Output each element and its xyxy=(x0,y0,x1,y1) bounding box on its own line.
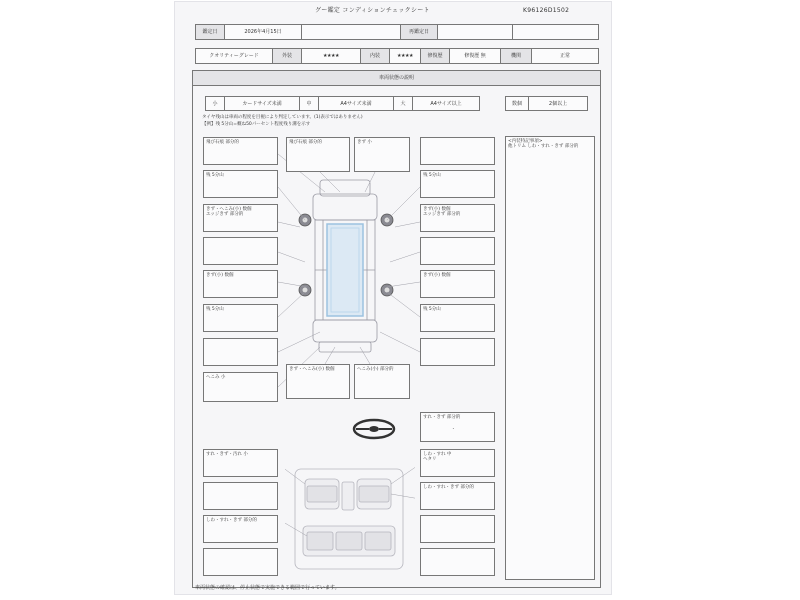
legend-small-desc: カードサイズ未満 xyxy=(224,96,300,111)
box-interior-left-3-text: しわ・すれ・きず 部分的 xyxy=(206,518,257,523)
document-id: K96126D1502 xyxy=(523,7,570,14)
legend-small: 小 xyxy=(205,96,225,111)
box-right-1 xyxy=(420,137,495,165)
box-interior-left-1 xyxy=(203,449,278,477)
legend-count: 数個 xyxy=(505,96,529,111)
box-left-1 xyxy=(203,137,278,165)
box-interior-right-2-text-a: しわ・すれ 中 xyxy=(423,452,452,457)
engine-label: 機関 xyxy=(500,48,532,64)
box-right-4 xyxy=(420,237,495,265)
box-left-2 xyxy=(203,170,278,198)
box-interior-left-2 xyxy=(203,482,278,510)
box-center-3-text: きず・へこみ(小) 数個 xyxy=(289,367,335,372)
quality-grade-label: クオリティーグレード xyxy=(195,48,273,64)
legend-medium-desc: A4サイズ未満 xyxy=(318,96,394,111)
box-left-1-text: 飛び石痕 部分的 xyxy=(206,140,239,145)
box-right-2 xyxy=(420,170,495,198)
repair-history-label: 修復歴 xyxy=(420,48,450,64)
box-interior-right-2 xyxy=(420,449,495,477)
box-left-3-text-b: エッジきず 部分的 xyxy=(206,212,244,217)
box-right-6 xyxy=(420,304,495,332)
legend-count-desc: 2個以上 xyxy=(528,96,588,111)
engine-value: 正常 xyxy=(531,48,599,64)
box-left-8 xyxy=(203,372,278,402)
box-right-6-text: 残 5分山 xyxy=(423,307,441,312)
box-right-5 xyxy=(420,270,495,298)
box-interior-right-4 xyxy=(420,515,495,543)
box-center-2-text: きず 小 xyxy=(357,140,372,145)
interior-seat-diagram xyxy=(285,464,415,574)
box-left-6 xyxy=(203,304,278,332)
condition-check-sheet xyxy=(175,2,611,594)
box-left-3 xyxy=(203,204,278,232)
box-right-3-text-b: エッジきず 部分的 xyxy=(423,212,461,217)
box-center-4-text: へこみ(小) 部分的 xyxy=(357,367,394,372)
tire-example-note: 【例】残 5分山=概ね50パーセント程度残り溝を示す xyxy=(202,122,311,127)
box-center-1-text: 飛び石痕 部分的 xyxy=(289,140,322,145)
exterior-stars: ★★★★ xyxy=(301,48,361,64)
box-interior-right-1-mark: ・ xyxy=(451,427,456,432)
box-left-3-text-a: きず・へこみ(小) 数個 xyxy=(206,207,252,212)
box-interior-left-4 xyxy=(203,548,278,576)
box-center-4 xyxy=(354,364,410,399)
box-interior-right-3-text: しわ・すれ・きず 部分的 xyxy=(423,485,474,490)
box-center-1 xyxy=(286,137,350,172)
box-interior-left-3 xyxy=(203,515,278,543)
box-left-8-text: へこみ 小 xyxy=(206,375,226,380)
appraisal-date-label: 鑑定日 xyxy=(195,24,225,40)
sheet-title: グー鑑定 コンディションチェックシート xyxy=(315,7,430,14)
box-left-6-text: 残 5分山 xyxy=(206,307,224,312)
steering-wheel-icon xyxy=(351,417,397,441)
footer-note: 車両状態の確認は、停止状態で実施できる範囲で行っています。 xyxy=(195,585,340,591)
box-right-5-text: きず(小) 数個 xyxy=(423,273,451,278)
box-left-4 xyxy=(203,237,278,265)
box-interior-right-3 xyxy=(420,482,495,510)
box-left-7 xyxy=(203,338,278,366)
box-interior-right-1-text: すれ・きず 部分的 xyxy=(423,415,461,420)
interior-stars: ★★★★ xyxy=(389,48,421,64)
box-interior-left-1-text: すれ・きず・汚れ 小 xyxy=(206,452,248,457)
section-title: 車両状態の説明 xyxy=(192,70,601,86)
box-center-3 xyxy=(286,364,350,399)
box-center-2 xyxy=(354,137,410,172)
box-right-2-text: 残 5分山 xyxy=(423,173,441,178)
interior-label: 内装 xyxy=(360,48,390,64)
box-right-3-text-a: きず(小) 数個 xyxy=(423,207,451,212)
box-left-2-text: 残 5分山 xyxy=(206,173,224,178)
tire-note: タイヤ残山は車両の程度を目視により判定しています。(1)表示ではありません) xyxy=(202,115,363,120)
legend-large-desc: A4サイズ以上 xyxy=(412,96,480,111)
box-interior-right-1 xyxy=(420,412,495,442)
appraisal-date-value: 2026年4月15日 xyxy=(224,24,302,40)
reappraisal-date-label: 再鑑定日 xyxy=(400,24,438,40)
legend-medium: 中 xyxy=(299,96,319,111)
box-right-7 xyxy=(420,338,495,366)
box-right-3 xyxy=(420,204,495,232)
repair-history-value: 修復歴 無 xyxy=(449,48,501,64)
box-interior-right-2-text-b: ヘタリ xyxy=(423,457,437,462)
interior-remarks-text: 他トリム しわ・すれ・きず 部分的 xyxy=(508,144,579,149)
box-left-5-text: きず(小) 数個 xyxy=(206,273,234,278)
box-interior-right-5 xyxy=(420,548,495,576)
box-left-5 xyxy=(203,270,278,298)
exterior-label: 外装 xyxy=(272,48,302,64)
interior-remarks-title: <内装特記事項> xyxy=(508,139,543,144)
legend-large: 大 xyxy=(393,96,413,111)
